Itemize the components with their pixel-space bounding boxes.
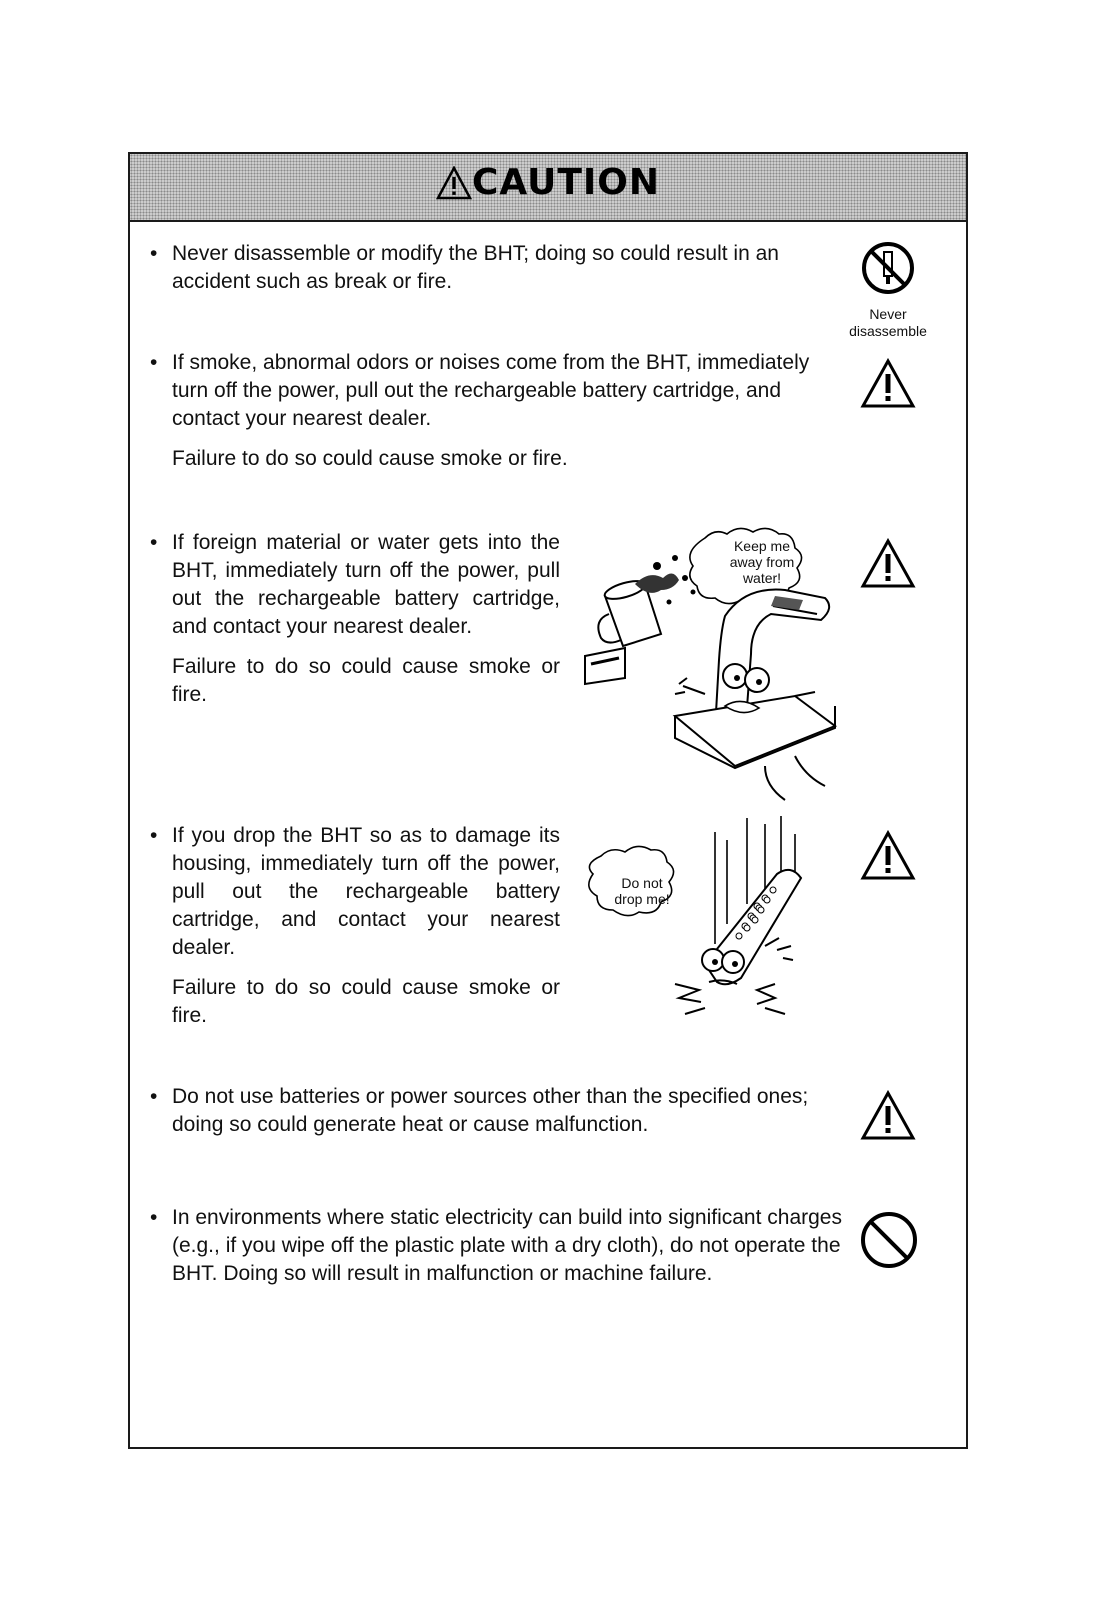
speech-bubble-drop <box>602 875 682 907</box>
bubble-line: drop me! <box>614 891 670 907</box>
bullet: • <box>150 242 158 265</box>
bubble-line: away from <box>729 554 795 570</box>
warning-triangle-icon <box>436 166 472 200</box>
drop-illustration <box>585 814 825 1034</box>
caution-text: If foreign material or water gets into the BHT, immediately turn off the power, pull out the rechargeable battery cartridge, and contact your nearest dealer. <box>172 531 560 638</box>
caution-item-static <box>150 1204 850 1288</box>
caution-text: Do not use batteries or power sources other than the specified ones; doing so could generate heat or cause malfunction. <box>172 1085 809 1136</box>
caution-title <box>130 162 966 203</box>
bullet: • <box>150 1206 158 1229</box>
caution-item-water <box>150 529 560 709</box>
icon-caption <box>838 306 938 340</box>
caution-text: If smoke, abnormal odors or noises come from the BHT, immediately turn off the power, pull out the rechargeable battery cartridge, and contact your nearest dealer. <box>172 351 810 430</box>
bubble-line: Keep me <box>733 538 791 554</box>
caution-box <box>128 152 968 1449</box>
icon-caption-line2: disassemble <box>849 323 927 339</box>
bullet: • <box>150 1085 158 1108</box>
caution-text: If you drop the BHT so as to damage its housing, immediately turn off the power, pull out the rechargeable battery cartridge, and contact your nearest dealer. <box>172 824 560 959</box>
caution-text: In environments where static electricity can build into significant charges (e.g., if you wipe off the plastic plate with a dry cloth), do not operate the BHT. Doing so will result in malfunction or machine failure. <box>172 1206 842 1285</box>
bullet: • <box>150 351 158 374</box>
bullet: • <box>150 824 158 847</box>
consequence-text: Failure to do so could cause smoke or fire. <box>172 655 560 706</box>
icon-caption-line1: Never <box>869 306 907 322</box>
warning-triangle-icon <box>860 538 916 590</box>
caution-item-smoke <box>150 349 850 473</box>
speech-bubble-water <box>717 538 807 586</box>
warning-triangle-icon <box>860 830 916 882</box>
caution-item-power-sources <box>150 1083 850 1139</box>
warning-triangle-icon <box>860 358 916 410</box>
bubble-line: Do not <box>621 875 663 891</box>
caution-title-text: CAUTION <box>471 162 661 203</box>
caution-header <box>130 154 966 222</box>
bullet: • <box>150 531 158 554</box>
caution-item-disassemble <box>150 240 850 296</box>
consequence-text: Failure to do so could cause smoke or fire. <box>172 976 560 1027</box>
prohibited-icon <box>859 1210 919 1270</box>
warning-triangle-icon <box>860 1090 916 1142</box>
caution-text: Never disassemble or modify the BHT; doing so could result in an accident such as break or fire. <box>172 242 779 293</box>
consequence-text: Failure to do so could cause smoke or fire. <box>172 447 568 470</box>
bubble-line: water! <box>742 570 782 586</box>
caution-item-drop <box>150 822 560 1030</box>
no-disassembly-icon <box>860 240 916 296</box>
